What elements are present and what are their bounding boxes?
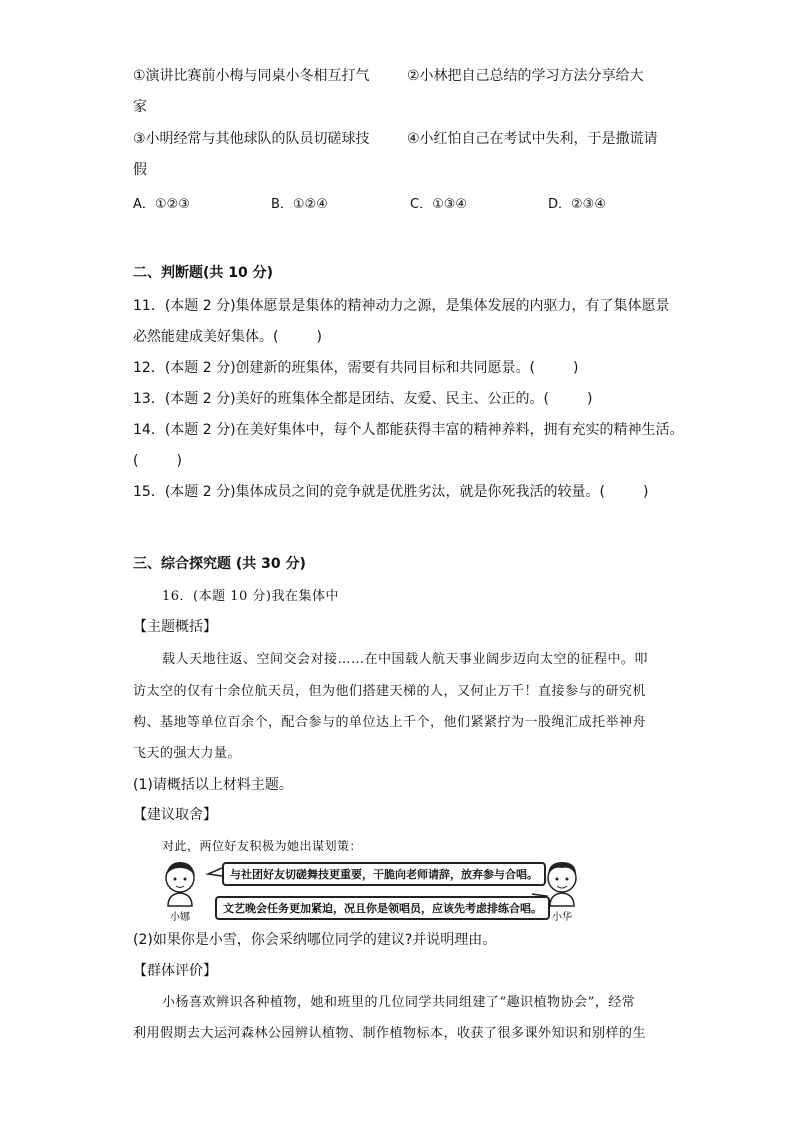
q12: 12．(本题 2 分)创建新的班集体，需要有共同目标和共同愿景。( )	[133, 360, 579, 376]
q10-item-3: ③小明经常与其他球队的队员切磋球技	[133, 131, 370, 147]
material-para1-line1: 载人天地往返、空间交会对接……在中国载人航天事业阔步迈向太空的征程中。叩	[162, 652, 649, 667]
boy-figure-right	[548, 862, 576, 906]
heading-topic-summary: 【主题概括】	[133, 619, 217, 635]
q16-title: 16．(本题 10 分)我在集体中	[162, 589, 339, 604]
q10-item-4-cont: 假	[133, 162, 147, 178]
q10-item-2-cont: 家	[133, 99, 147, 115]
heading-suggestion: 【建议取舍】	[133, 807, 217, 823]
girl-figure-left	[166, 862, 195, 906]
material-para2-line1: 小杨喜欢辨识各种植物，她和班里的几位同学共同组建了“趣识植物协会”，经常	[162, 995, 636, 1010]
section-3-title: 三、综合探究题 (共 30 分)	[133, 556, 306, 572]
name-label-left: 小娜	[170, 912, 190, 923]
material-para1-line4: 飞天的强大力量。	[133, 746, 242, 761]
q11-line2: 必然能建成美好集体。( )	[133, 329, 322, 345]
q10-item-2: ②小林把自己总结的学习方法分享给大	[407, 68, 644, 84]
material-para1-line2: 访太空的仅有十余位航天员，但为他们搭建天梯的人，又何止万千！直接参与的研究机	[133, 684, 647, 699]
section-2-title: 二、判断题(共 10 分)	[133, 265, 274, 281]
sub-question-1: (1)请概括以上材料主题。	[133, 777, 293, 793]
speech-bubble-xiaohua: 文艺晚会任务更加紧迫，况且你是领唱员，应该先考虑排练合唱。	[215, 896, 550, 920]
q10-option-c: C．①③④	[410, 197, 468, 212]
q10-option-d: D．②③④	[548, 197, 606, 212]
q10-option-b: B．①②④	[271, 197, 328, 212]
suggestion-intro: 对此，两位好友积极为她出谋划策：	[162, 839, 363, 853]
speech-bubble-xiaona: 与社团好友切磋舞技更重要，干脆向老师请辞，放弃参与合唱。	[222, 862, 546, 886]
q14-line1: 14．(本题 2 分)在美好集体中，每个人都能获得丰富的精神养料，拥有充实的精神生活。	[133, 422, 684, 438]
heading-group-evaluation: 【群体评价】	[133, 963, 217, 979]
name-label-right: 小华	[552, 912, 572, 923]
q10-item-4: ④小红怕自己在考试中失利，于是撒谎请	[407, 131, 658, 147]
q10-item-1: ①演讲比赛前小梅与同桌小冬相互打气	[133, 68, 370, 84]
material-para1-line3: 构、基地等单位百余个，配合参与的单位达上千个，他们紧紧拧为一股绳汇成托举神舟	[133, 715, 647, 730]
q14-line2: ( )	[133, 453, 182, 469]
material-para2-line2: 利用假期去大运河森林公园辨认植物、制作植物标本，收获了很多课外知识和别样的生	[133, 1026, 647, 1041]
q11-line1: 11．(本题 2 分)集体愿景是集体的精神动力之源，是集体发展的内驱力，有了集体愿景	[133, 298, 670, 314]
sub-question-2: (2)如果你是小雪，你会采纳哪位同学的建议?并说明理由。	[133, 932, 497, 948]
q13: 13．(本题 2 分)美好的班集体全都是团结、友爱、民主、公正的。( )	[133, 391, 593, 407]
q15: 15．(本题 2 分)集体成员之间的竞争就是优胜劣汰，就是你死我活的较量。( )	[133, 484, 649, 500]
q10-option-a: A．①②③	[133, 197, 190, 212]
